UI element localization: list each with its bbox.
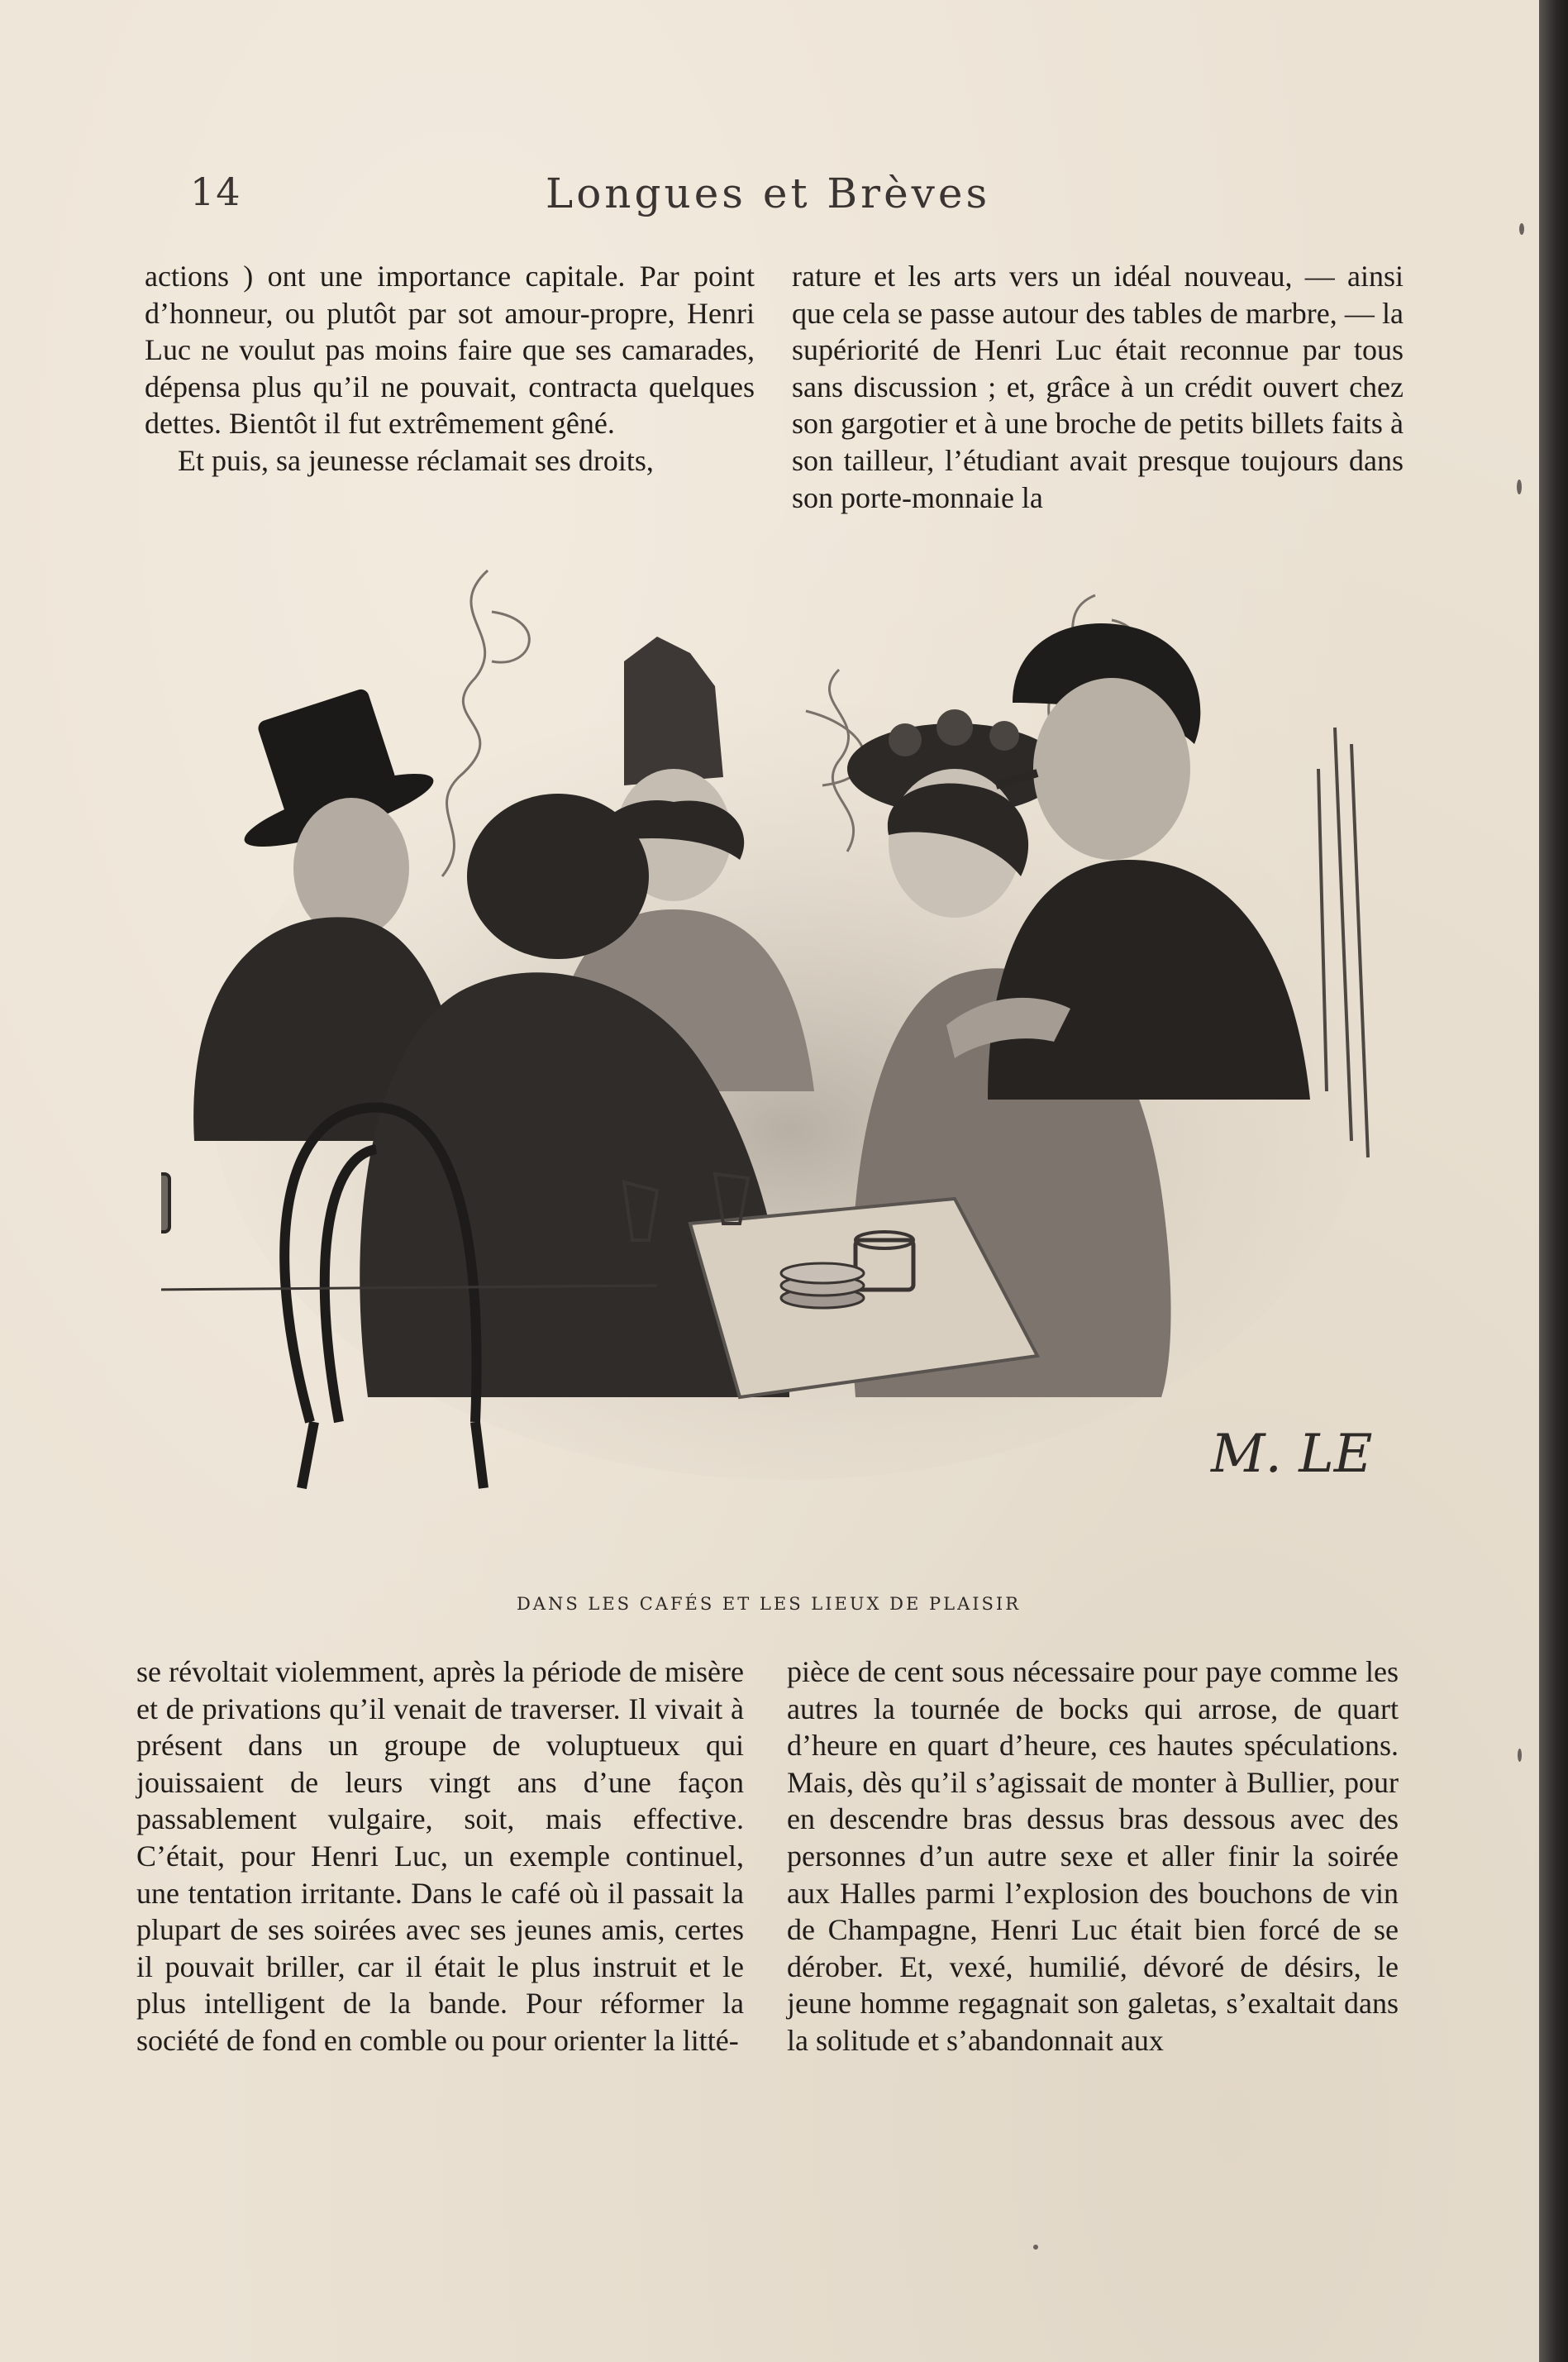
artist-signature: M. LE bbox=[1211, 1424, 1373, 1485]
small-glass bbox=[161, 1157, 169, 1232]
cafe-scene-illustration bbox=[161, 562, 1385, 1538]
column-top-right bbox=[792, 258, 1404, 516]
column-bottom-right bbox=[787, 1653, 1399, 2059]
page-edge-shadow bbox=[1539, 0, 1568, 2362]
running-title: Longues et Brèves bbox=[546, 169, 991, 217]
paper-speck bbox=[1518, 1749, 1522, 1762]
paper-speck bbox=[1033, 2245, 1038, 2250]
paragraph: se révoltait violemment, après la période de misère et de privations qu’il venait de traverser. Il vivait à présent dans un groupe de voluptueux qui jouissaient de leurs vingt ans d’une façon passablement vulgaire, soit, mais effective. C’était, pour Henri Luc, un exemple continuel, une tentation irritante. Dans le café où il passait la plupart de ses soirées avec ses jeunes amis, certes il pouvait briller, car il était le plus instruit et le plus intelligent de la bande. Pour réformer la société de fond en comble ou pour orienter la litté- bbox=[136, 1655, 744, 2057]
page-number: 14 bbox=[190, 169, 242, 214]
column-bottom-left bbox=[136, 1653, 744, 2059]
paper-speck bbox=[1519, 223, 1524, 235]
illustration-caption: DANS LES CAFÉS ET LES LIEUX DE PLAISIR bbox=[516, 1594, 1022, 1614]
paragraph: pièce de cent sous nécessaire pour paye comme les autres la tournée de bocks qui arrose, de quart d’heure en quart d’heure, ces hautes spéculations. Mais, dès qu’il s’agissait de monter à Bullier, pour en descendre bras dessus bras dessous avec des personnes d’un autre sexe et aller finir la soirée aux Halles parmi l’explosion des bouchons de vin de Champagne, Henri Luc était bien forcé de se dérober. Et, vexé, humilié, dévoré de désirs, le jeune homme regagnait son galetas, s’exaltait dans la solitude et s’abandonnait aux bbox=[787, 1655, 1399, 2057]
paragraph: Et puis, sa jeunesse réclamait ses droits, bbox=[178, 443, 654, 477]
column-top-left bbox=[145, 258, 755, 480]
paragraph: actions ) ont une importance capitale. Par point d’honneur, ou plutôt par sot amour-propre, Henri Luc ne voulut pas moins faire que ses camarades, dépensa plus qu’il ne pouvait, contracta quelques dettes. Bientôt il fut extrêmement gêné. bbox=[145, 260, 755, 441]
paper-speck bbox=[1517, 480, 1522, 494]
running-head bbox=[149, 169, 1413, 227]
paragraph: rature et les arts vers un idéal nouveau, — ainsi que cela se passe autour des tables de marbre, — la supériorité de Henri Luc était reconnue par tous sans discussion ; et, grâce à un crédit ouvert chez son gargotier et à une broche de petits billets faits à son tailleur, l’étudiant avait presque toujours dans son porte-monnaie la bbox=[792, 260, 1404, 514]
